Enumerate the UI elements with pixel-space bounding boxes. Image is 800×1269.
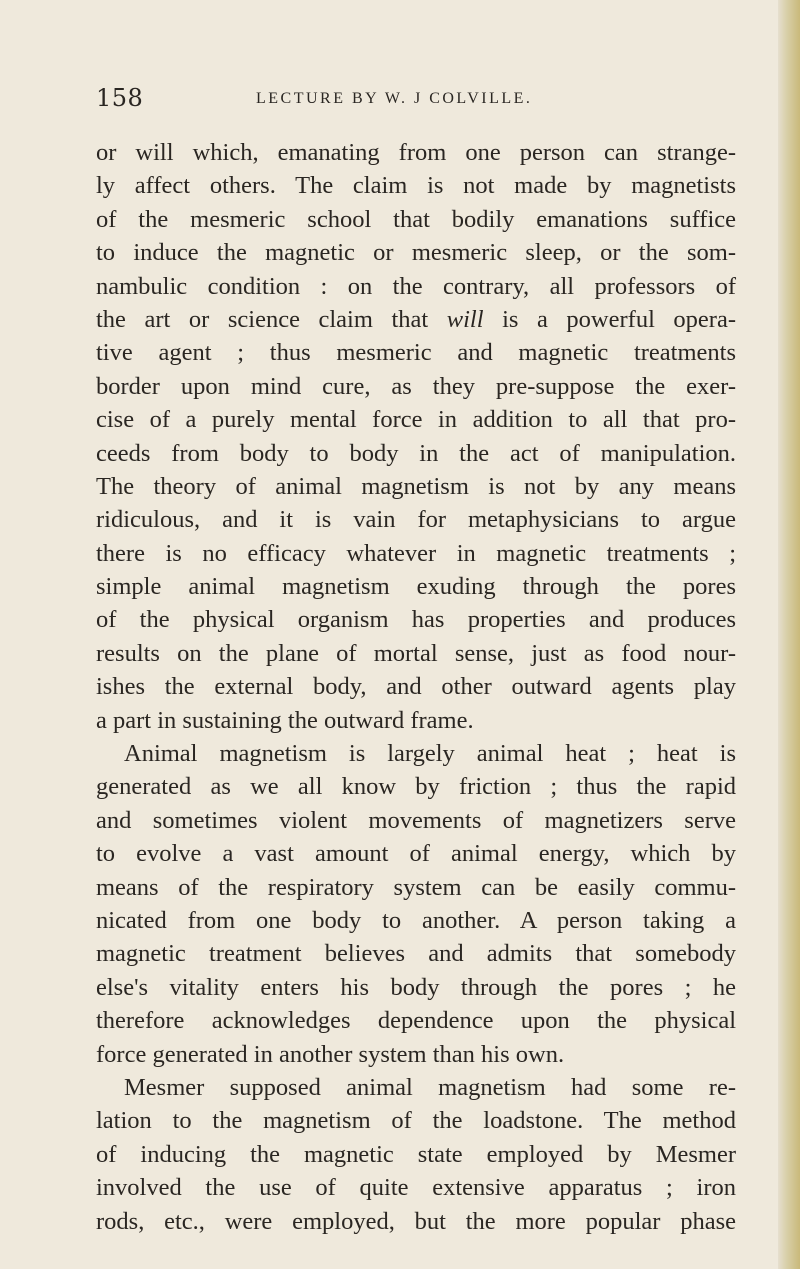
text-line: cise of a purely mental force in addition to all that pro- [96,406,736,434]
text-line: The theory of animal magnetism is not by any means [96,472,736,500]
text-line: and sometimes violent movements of magnetizers serve [96,806,736,834]
body-text [96,136,736,1238]
paragraph-start-line: Animal magnetism is largely animal heat ; heat is [124,740,736,768]
paragraph-start-line: Mesmer supposed animal magnetism had some re- [124,1073,736,1101]
page-number: 158 [96,84,144,112]
text-line: a part in sustaining the outward frame. [96,706,474,734]
text-line: border upon mind cure, as they pre-suppose the exer- [96,372,736,400]
text-line: of the physical organism has properties and produces [96,606,736,634]
italic-word: will [446,305,484,333]
text-line: of the mesmeric school that bodily emanations suffice [96,205,736,233]
text-line: there is no efficacy whatever in magnetic treatments ; [96,539,736,567]
text-line: force generated in another system than his own. [96,1040,565,1068]
text-line: magnetic treatment believes and admits that somebody [96,940,736,968]
text-line: ly affect others. The claim is not made by magnetists [96,172,736,200]
text-line: or will which, emanating from one person can strange- [96,139,736,166]
text-line: ceeds from body to body in the act of manipulation. [96,439,736,467]
text-line: involved the use of quite extensive apparatus ; iron [96,1174,736,1202]
text-line: else's vitality enters his body through the pores ; he [96,973,736,1001]
text-line: lation to the magnetism of the loadstone. The method [96,1107,736,1135]
text-segment: is a powerful opera- [502,305,737,333]
text-line: tive agent ; thus mesmeric and magnetic treatments [96,339,736,367]
running-head: LECTURE BY W. J COLVILLE. [256,90,533,107]
text-line: to evolve a vast amount of animal energy, which by [96,840,736,868]
text-line: nambulic condition : on the contrary, all professors of [96,272,736,300]
text-segment: the art or science claim that [96,305,429,333]
text-line: to induce the magnetic or mesmeric sleep, or the som- [96,239,736,267]
text-line: rods, etc., were employed, but the more popular phase [96,1207,736,1235]
page-header [96,84,736,114]
text-line: means of the respiratory system can be easily commu- [96,873,736,901]
text-line: therefore acknowledges dependence upon the physical [96,1007,736,1035]
page-edge [778,0,800,1269]
text-line: ishes the external body, and other outward agents play [96,673,736,701]
text-line: of inducing the magnetic state employed by Mesmer [96,1140,736,1168]
text-line: generated as we all know by friction ; thus the rapid [96,773,736,801]
text-line [96,303,736,336]
text-line: nicated from one body to another. A person taking a [96,906,736,934]
text-line: simple animal magnetism exuding through the pores [96,573,736,601]
text-line: results on the plane of mortal sense, just as food nour- [96,639,736,667]
text-line: ridiculous, and it is vain for metaphysicians to argue [96,506,736,534]
